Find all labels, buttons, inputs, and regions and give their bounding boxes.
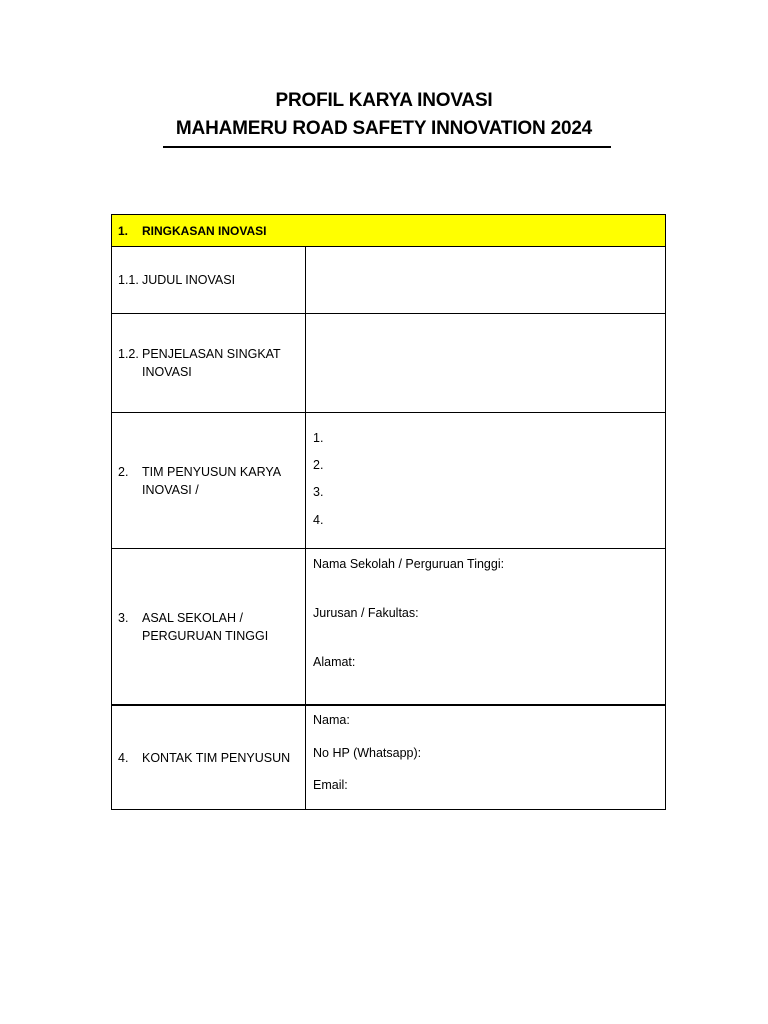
row-label: TIM PENYUSUN KARYA INOVASI /	[142, 464, 281, 497]
penjelasan-singkat-field[interactable]	[306, 314, 665, 412]
contact-name-label: Nama:	[313, 713, 350, 727]
innovation-profile-form	[111, 214, 666, 810]
row-number: 1.1.	[118, 273, 139, 287]
row-label: JUDUL INOVASI	[142, 273, 236, 287]
section-header-ringkasan	[112, 215, 665, 246]
judul-inovasi-field[interactable]	[306, 247, 665, 313]
row-tim-penyusun	[112, 412, 665, 548]
section-number: 1.	[118, 223, 129, 238]
row-penjelasan-singkat	[112, 313, 665, 412]
kontak-tim-field[interactable]	[306, 706, 665, 809]
department-label: Jurusan / Fakultas:	[313, 606, 419, 620]
row-number: 2.	[118, 464, 129, 479]
phone-whatsapp-label: No HP (Whatsapp):	[313, 746, 422, 760]
row-label: ASAL SEKOLAH / PERGURUAN TINGGI	[142, 610, 269, 643]
address-label: Alamat:	[313, 655, 356, 669]
team-member-slot: 3.	[313, 485, 324, 499]
row-number: 3.	[118, 610, 129, 625]
row-number: 1.2.	[118, 347, 139, 361]
tim-penyusun-field[interactable]	[306, 413, 665, 548]
row-label: KONTAK TIM PENYUSUN	[142, 750, 291, 765]
row-number: 4.	[118, 750, 129, 765]
row-label: PENJELASAN SINGKAT INOVASI	[142, 347, 281, 379]
email-label: Email:	[313, 778, 348, 792]
section-title: RINGKASAN INOVASI	[142, 223, 267, 238]
school-name-label: Nama Sekolah / Perguruan Tinggi:	[313, 557, 505, 571]
asal-sekolah-field[interactable]	[306, 549, 665, 704]
row-asal-sekolah	[112, 548, 665, 704]
row-kontak-tim	[112, 704, 665, 809]
document-subtitle: MAHAMERU ROAD SAFETY INNOVATION 2024	[175, 118, 593, 139]
document-title: PROFIL KARYA INOVASI	[275, 90, 493, 111]
team-member-slot: 2.	[313, 458, 324, 472]
row-judul-inovasi	[112, 246, 665, 313]
team-member-slot: 1.	[313, 431, 324, 445]
team-member-slot: 4.	[313, 513, 324, 527]
title-underline	[163, 146, 611, 148]
